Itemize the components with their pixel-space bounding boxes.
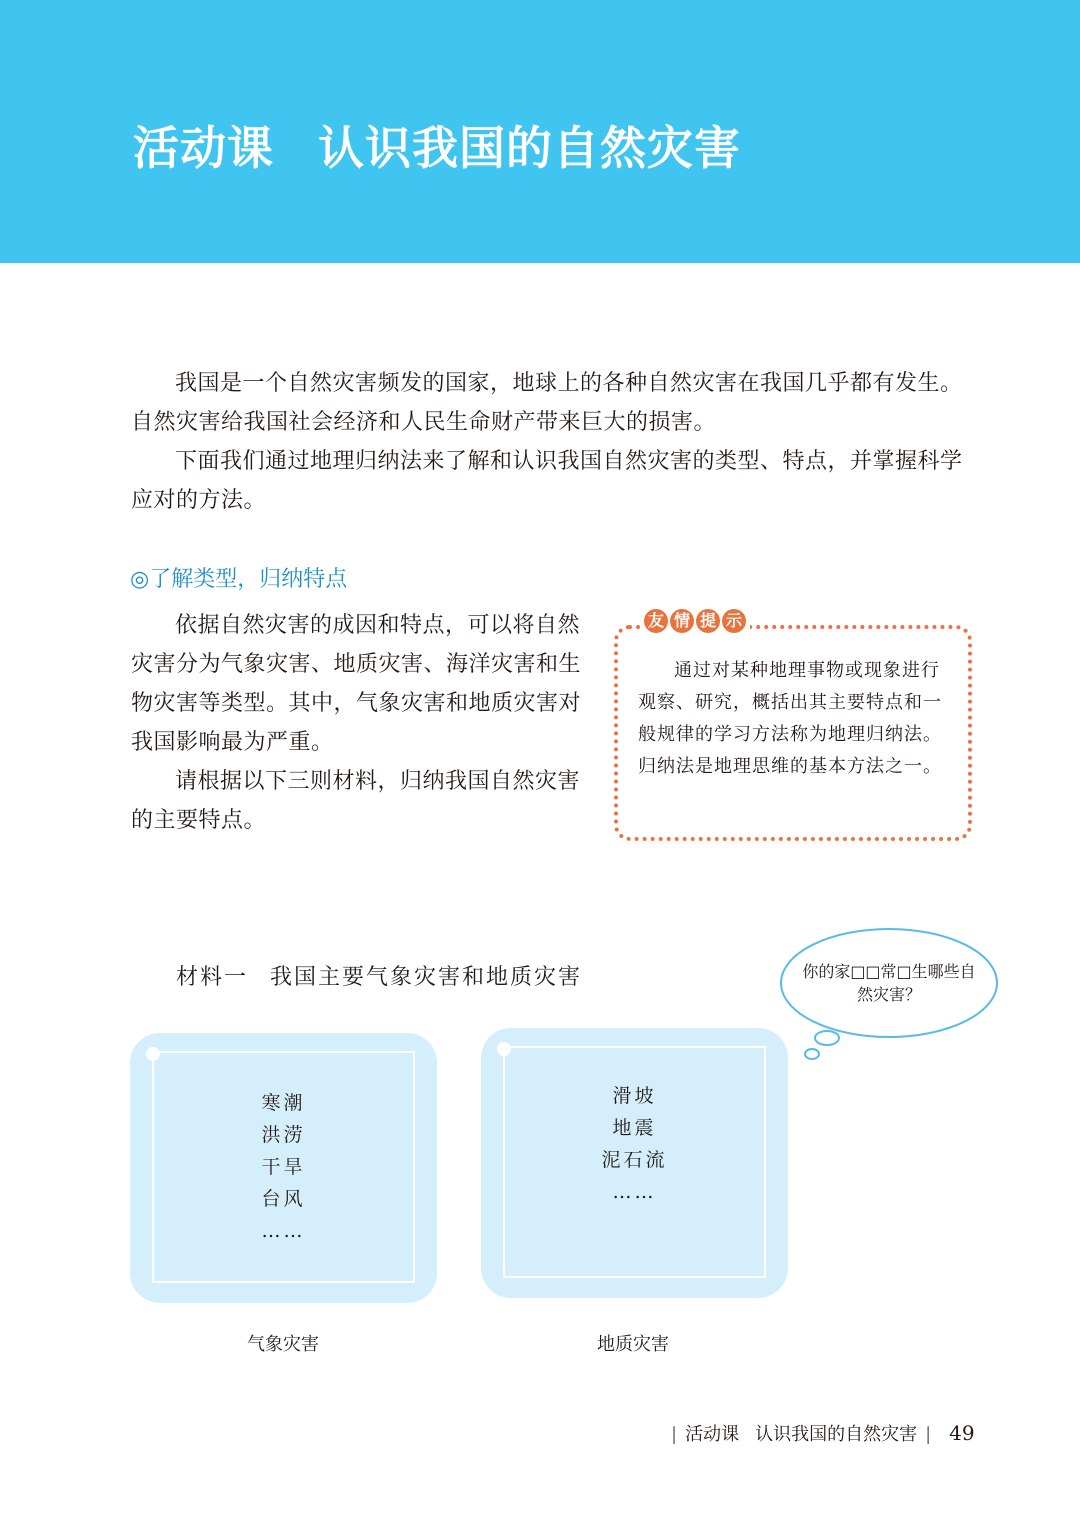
section-paragraph-1: 依据自然灾害的成因和特点，可以将自然灾害分为气象灾害、地质灾害、海洋灾害和生物灾害等类型。其中，气象灾害和地质灾害对我国影响最为严重。 [131,613,582,755]
geological-disaster-card [481,1028,788,1298]
list-item: 洪涝 [261,1124,306,1146]
intro-paragraph-2: 下面我们通过地理归纳法来了解和认识我国自然灾害的类型、特点，并掌握科学应对的方法。 [131,449,963,513]
geological-disaster-list [481,1080,788,1208]
page-footer [663,1420,975,1446]
weather-disaster-card [130,1033,437,1303]
list-item: 寒潮 [261,1092,306,1114]
geology-card-caption: 地质灾害 [597,1334,669,1355]
material-label: 材料一 [176,965,249,990]
list-item: …… [612,1181,657,1203]
title-prefix: 活动课 [133,121,274,175]
footer-prefix: 活动课 [685,1424,740,1445]
tip-label-char: 提 [696,609,720,633]
section-paragraph-2: 请根据以下三则材料，归纳我国自然灾害的主要特点。 [131,769,581,833]
material-title [176,960,582,991]
list-item: 滑坡 [612,1085,657,1107]
list-item: 台风 [261,1188,306,1210]
weather-disaster-list [130,1087,437,1247]
title-banner [0,0,1080,263]
weather-card-caption: 气象灾害 [247,1334,319,1355]
page-number: 49 [949,1421,975,1445]
list-item: 干旱 [261,1156,306,1178]
tip-text: 通过对某种地理事物或现象进行观察、研究，概括出其主要特点和一般规律的学习方法称为地理归纳法。归纳法是地理思维的基本方法之一。 [638,660,942,777]
tip-label-char: 示 [722,609,746,633]
footer-divider: | [671,1424,678,1445]
tip-label [640,609,750,633]
list-item: 地震 [612,1117,657,1139]
page-title [133,112,741,178]
tip-label-char: 友 [644,609,668,633]
intro-paragraph-1: 我国是一个自然灾害频发的国家，地球上的各种自然灾害在我国几乎都有发生。自然灾害给我国社会经济和人民生命财产带来巨大的损害。 [131,371,963,435]
title-text: 认识我国的自然灾害 [318,121,741,175]
footer-title: 认识我国的自然灾害 [755,1424,918,1445]
list-item: 泥石流 [601,1149,668,1171]
card-pin-icon [146,1047,160,1061]
card-pin-icon [497,1042,511,1056]
tip-label-char: 情 [670,609,694,633]
list-item: …… [261,1220,306,1242]
footer-divider: | [925,1424,932,1445]
thought-bubble-text: 你的家□□常□生哪些自然灾害？ [802,962,976,1004]
section-heading: ◎了解类型，归纳特点 [130,567,348,592]
material-heading: 我国主要气象灾害和地质灾害 [270,965,583,990]
